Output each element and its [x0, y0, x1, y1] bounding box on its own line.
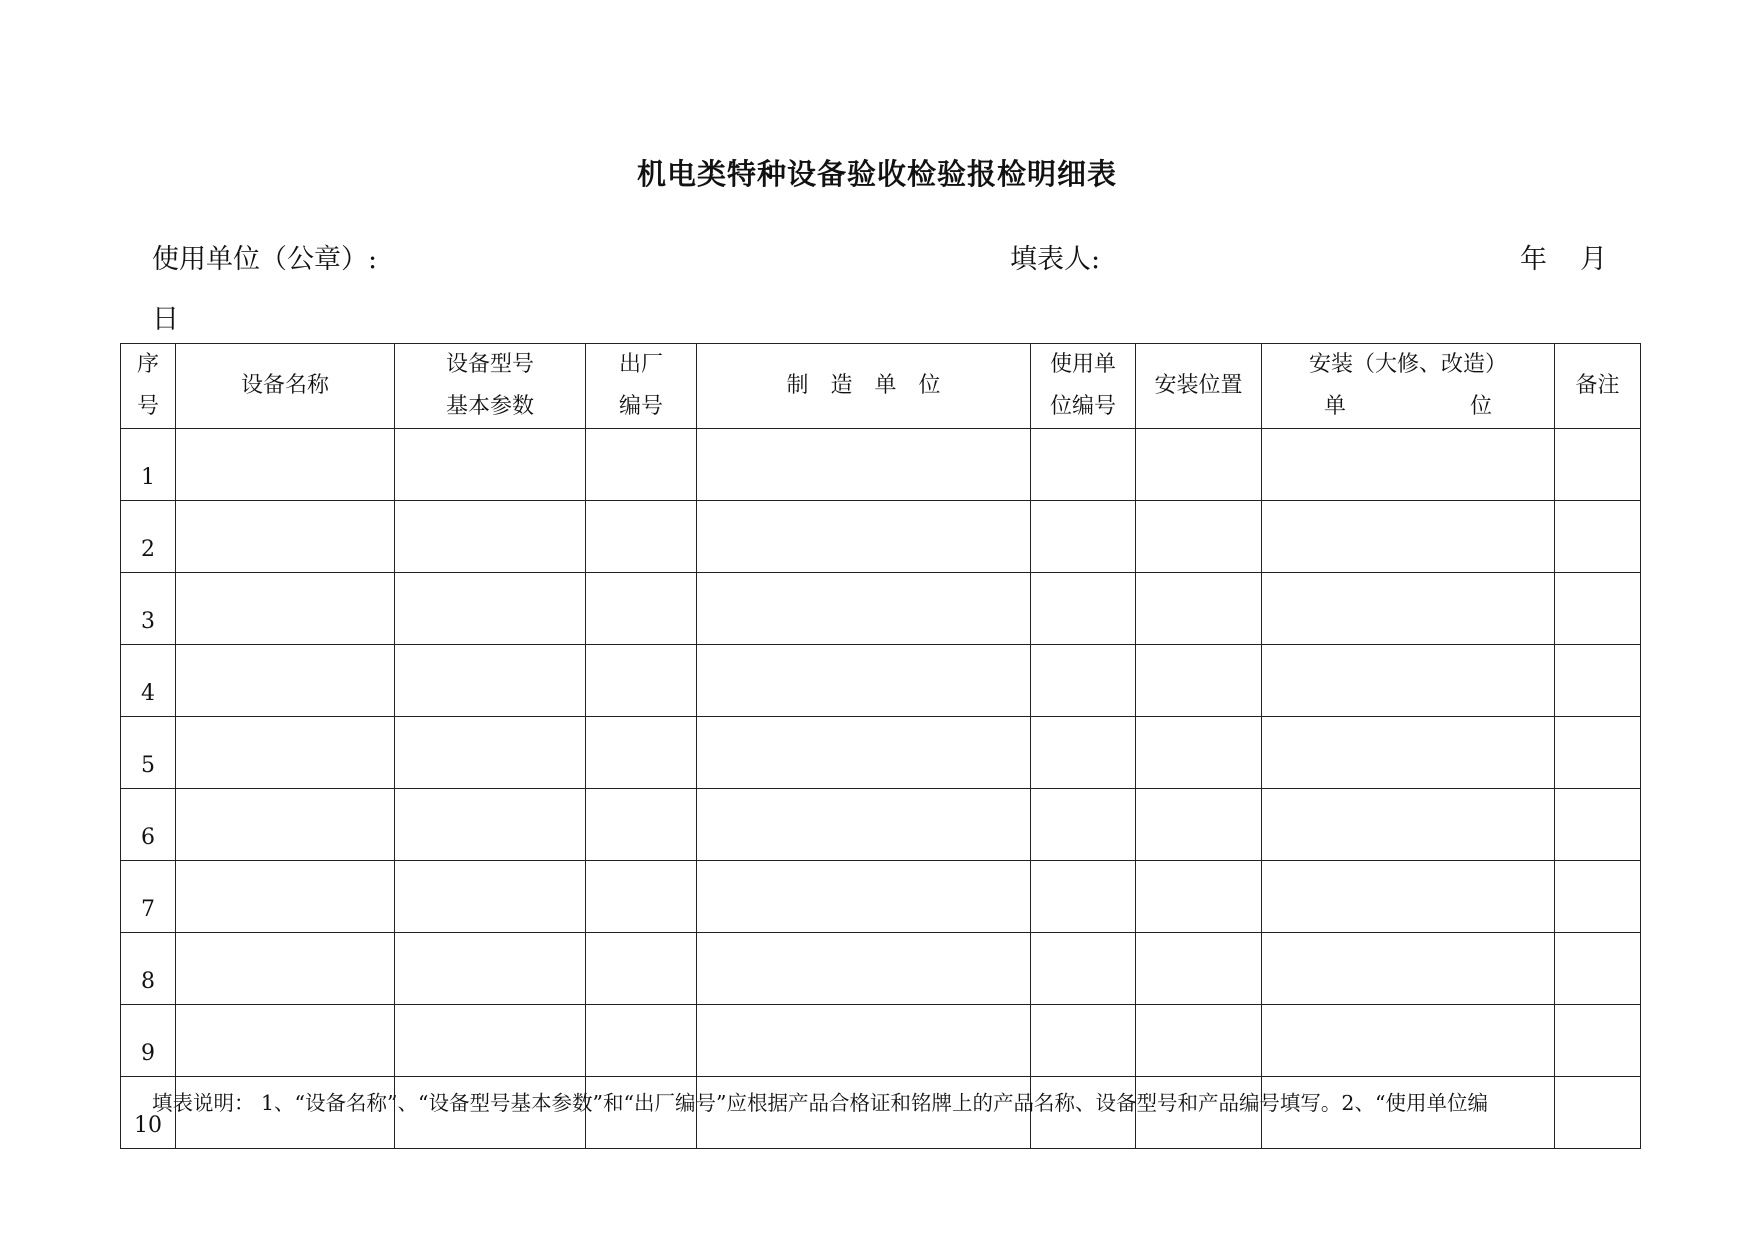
cell-device-name[interactable] — [176, 1005, 395, 1077]
cell-remark[interactable] — [1555, 933, 1641, 1005]
cell-manufacturer[interactable] — [697, 861, 1031, 933]
cell-factory-no[interactable] — [586, 1005, 697, 1077]
cell-location[interactable] — [1136, 933, 1262, 1005]
cell-model[interactable] — [395, 933, 586, 1005]
header-model — [395, 344, 586, 429]
cell-location[interactable] — [1136, 573, 1262, 645]
detail-table — [120, 343, 1641, 1149]
header-manufacturer — [697, 344, 1031, 429]
cell-factory-no[interactable] — [586, 789, 697, 861]
cell-factory-no[interactable] — [586, 717, 697, 789]
cell-user-unit-no[interactable] — [1031, 717, 1136, 789]
cell-install-unit[interactable] — [1262, 573, 1555, 645]
header-seq-line1: 序 — [136, 352, 159, 377]
cell-manufacturer[interactable] — [697, 1005, 1031, 1077]
cell-install-unit[interactable] — [1262, 645, 1555, 717]
cell-model[interactable] — [395, 429, 586, 501]
cell-remark[interactable] — [1555, 861, 1641, 933]
cell-remark[interactable] — [1555, 573, 1641, 645]
cell-remark[interactable] — [1555, 429, 1641, 501]
cell-location[interactable] — [1136, 501, 1262, 573]
header-install-line2 — [1262, 386, 1554, 428]
cell-install-unit[interactable] — [1262, 429, 1555, 501]
cell-device-name[interactable] — [176, 717, 395, 789]
cell-remark[interactable] — [1555, 501, 1641, 573]
cell-model[interactable] — [395, 501, 586, 573]
row-index: 3 — [121, 573, 176, 645]
header-row — [121, 344, 1641, 429]
cell-factory-no[interactable] — [586, 573, 697, 645]
cell-device-name[interactable] — [176, 573, 395, 645]
header-factory-line2: 编号 — [618, 394, 663, 419]
row-index: 1 — [121, 429, 176, 501]
row-index: 6 — [121, 789, 176, 861]
table-row — [121, 645, 1641, 717]
cell-model[interactable] — [395, 573, 586, 645]
header-user-no-line1: 使用单 — [1049, 352, 1116, 377]
user-unit-label: 使用单位（公章）: — [152, 244, 378, 275]
cell-user-unit-no[interactable] — [1031, 789, 1136, 861]
cell-factory-no[interactable] — [586, 933, 697, 1005]
table-row — [121, 501, 1641, 573]
cell-user-unit-no[interactable] — [1031, 429, 1136, 501]
cell-install-unit[interactable] — [1262, 933, 1555, 1005]
row-index: 10 — [121, 1077, 176, 1149]
header-seq-line2: 号 — [136, 394, 159, 419]
cell-factory-no[interactable] — [586, 861, 697, 933]
cell-remark[interactable] — [1555, 717, 1641, 789]
header-device-name: 设备名称 — [176, 344, 395, 429]
form-title: 机电类特种设备验收检验报检明细表 — [636, 157, 1117, 191]
header-remark: 备注 — [1555, 344, 1641, 429]
row-index: 9 — [121, 1005, 176, 1077]
cell-device-name[interactable] — [176, 645, 395, 717]
header-factory-no — [586, 344, 697, 429]
table-row — [121, 789, 1641, 861]
cell-install-unit[interactable] — [1262, 1005, 1555, 1077]
header-factory-line1: 出厂 — [618, 352, 663, 377]
cell-manufacturer[interactable] — [697, 933, 1031, 1005]
cell-user-unit-no[interactable] — [1031, 933, 1136, 1005]
cell-factory-no[interactable] — [586, 645, 697, 717]
cell-location[interactable] — [1136, 429, 1262, 501]
year-label: 年 — [1520, 244, 1547, 275]
month-label: 月 — [1580, 244, 1607, 275]
cell-model[interactable] — [395, 645, 586, 717]
day-label: 日 — [152, 304, 179, 335]
cell-user-unit-no[interactable] — [1031, 501, 1136, 573]
cell-remark[interactable] — [1555, 1005, 1641, 1077]
cell-factory-no[interactable] — [586, 429, 697, 501]
cell-device-name[interactable] — [176, 861, 395, 933]
cell-location[interactable] — [1136, 789, 1262, 861]
header-seq — [121, 344, 176, 429]
cell-user-unit-no[interactable] — [1031, 573, 1136, 645]
cell-manufacturer[interactable] — [697, 717, 1031, 789]
table-row — [121, 1005, 1641, 1077]
cell-model[interactable] — [395, 789, 586, 861]
cell-device-name[interactable] — [176, 789, 395, 861]
cell-remark[interactable] — [1555, 645, 1641, 717]
cell-location[interactable] — [1136, 1005, 1262, 1077]
cell-model[interactable] — [395, 861, 586, 933]
cell-install-unit[interactable] — [1262, 501, 1555, 573]
cell-device-name[interactable] — [176, 501, 395, 573]
row-index: 2 — [121, 501, 176, 573]
cell-location[interactable] — [1136, 861, 1262, 933]
cell-user-unit-no[interactable] — [1031, 645, 1136, 717]
cell-manufacturer[interactable] — [697, 429, 1031, 501]
cell-device-name[interactable] — [176, 429, 395, 501]
header-user-unit-no — [1031, 344, 1136, 429]
table-row — [121, 861, 1641, 933]
table-row — [121, 573, 1641, 645]
cell-install-unit[interactable] — [1262, 717, 1555, 789]
cell-user-unit-no[interactable] — [1031, 861, 1136, 933]
filler-label: 填表人: — [1010, 244, 1101, 275]
fill-instructions: 填表说明： 1、“设备名称”、“设备型号基本参数”和“出厂编号”应根据产品合格证和铭牌上的产品名称、设备型号和产品编号填写。2、“使用单位编 — [152, 1091, 1488, 1115]
row-index: 5 — [121, 717, 176, 789]
cell-manufacturer[interactable] — [697, 789, 1031, 861]
cell-location[interactable] — [1136, 645, 1262, 717]
cell-manufacturer[interactable] — [697, 645, 1031, 717]
cell-factory-no[interactable] — [586, 501, 697, 573]
header-install-unit — [1262, 344, 1555, 429]
cell-model[interactable] — [395, 1005, 586, 1077]
cell-model[interactable] — [395, 717, 586, 789]
table-row — [121, 429, 1641, 501]
cell-location[interactable] — [1136, 717, 1262, 789]
cell-user-unit-no[interactable] — [1031, 1005, 1136, 1077]
cell-manufacturer[interactable] — [697, 501, 1031, 573]
header-install-line1: 安装（大修、改造） — [1308, 352, 1507, 377]
header-install-line2-a: 单 — [1323, 394, 1346, 419]
cell-manufacturer[interactable] — [697, 573, 1031, 645]
cell-remark[interactable] — [1555, 789, 1641, 861]
header-user-no-line2: 位编号 — [1049, 394, 1116, 419]
cell-install-unit[interactable] — [1262, 861, 1555, 933]
cell-device-name[interactable] — [176, 933, 395, 1005]
header-model-line1: 设备型号 — [445, 352, 534, 377]
cell-remark[interactable] — [1555, 1077, 1641, 1149]
header-location: 安装位置 — [1136, 344, 1262, 429]
header-manufacturer-label: 制造单位 — [786, 373, 963, 398]
table-row — [121, 717, 1641, 789]
header-model-line2: 基本参数 — [445, 394, 534, 419]
row-index: 4 — [121, 645, 176, 717]
row-index: 8 — [121, 933, 176, 1005]
header-install-line2-b: 位 — [1470, 394, 1493, 419]
table-row — [121, 933, 1641, 1005]
row-index: 7 — [121, 861, 176, 933]
cell-install-unit[interactable] — [1262, 789, 1555, 861]
